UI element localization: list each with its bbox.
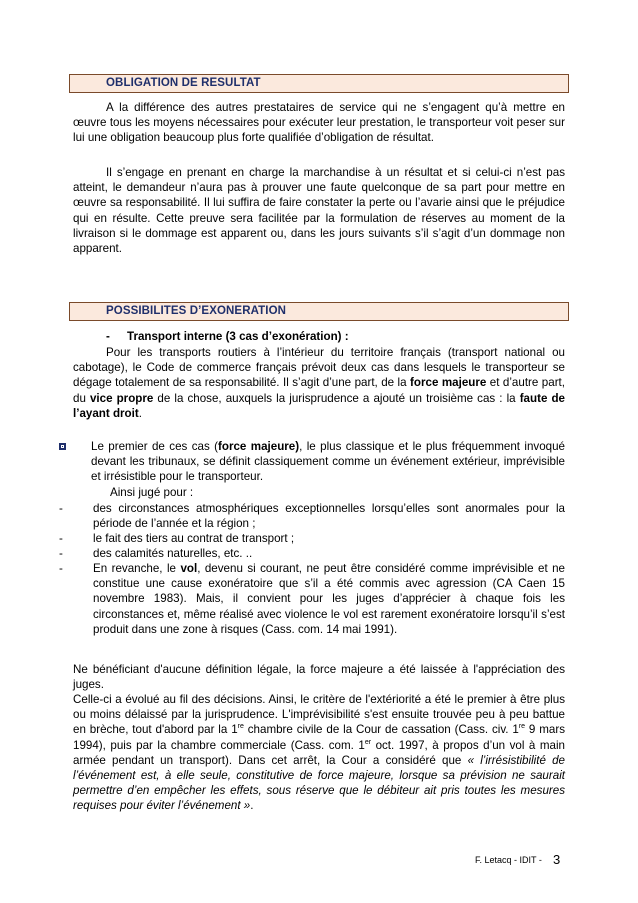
- text-run: En revanche, le: [93, 562, 181, 575]
- text-run: 9 mars 1994), puis par la chambre commerciale (Cass. com. 1: [73, 723, 566, 752]
- subheading-text: Transport interne (3 cas d’exonération) :: [127, 330, 349, 343]
- paragraph: A la différence des autres prestataires de service qui ne s’engagent qu’à mettre en œuvre tous les moyens nécessaires pour exécuter leur prestation, le transporteur voit peser sur lui une obligation beaucoup plus forte qualifiée d’obligation de résultat.: [73, 101, 565, 145]
- section-heading-text: OBLIGATION DE RESULTAT: [106, 77, 261, 89]
- section-heading-exoneration: [69, 302, 569, 321]
- paragraph: [73, 345, 565, 421]
- list-item: [59, 546, 565, 561]
- intro-line: Ainsi jugé pour :: [110, 486, 194, 499]
- paragraph: Ne bénéficiant d'aucune définition légale, la force majeure a été laissée à l'appréciation des juges.: [73, 663, 565, 692]
- text-run: , le plus classique et le plus fréquemment invoqué devant les tribunaux, se définit classiquement comme un événement extérieur, imprévisible et irrésistible pour le transporteur.: [91, 440, 566, 484]
- paragraph: Il s’engage en prenant en charge la marchandise à un résultat et si celui-ci n’est pas atteint, le demandeur n’aura pas à prouver une faute quelconque de sa part pour mettre en œuvre sa responsabilité. Il lui suffira de faire constater la perte ou l’avarie ainsi que le préjudice qui en résulte. Cette preuve sera facilitée par la formulation de réserves au moment de la livraison si le dommage est apparent ou, dans les jours suivants s’il s’agit d’un dommage non apparent.: [73, 166, 565, 256]
- list-item-text: des circonstances atmosphériques exceptionnelles lorsqu’elles sont anormales pour la période de l’année et la région ;: [93, 502, 565, 531]
- bullet-paragraph: [91, 439, 565, 485]
- subheading-dash: -: [106, 330, 110, 343]
- text-run: , devenu si courant, ne peut être considéré comme imprévisible et ne constitue une cause exonératoire que s’il a été commis avec agression (CA Caen 15 novembre 1983). Mais, il convient pour les juges d’apprécier à chaque fois les circonstances et, même réalisé avec violence le vol est rarement exonératoire lorsqu’il s’est produit dans une zone à risques (Cass. com. 14 mai 1991).: [93, 562, 565, 636]
- list-dash: -: [59, 532, 63, 545]
- paragraph: [73, 692, 565, 814]
- list-item: [59, 531, 565, 546]
- bold-term: vice propre: [89, 391, 154, 405]
- list-dash: -: [59, 547, 63, 560]
- list-dash: -: [59, 562, 63, 575]
- list-item-text: [73, 561, 565, 637]
- list-item-text: des calamités naturelles, etc. ..: [93, 547, 253, 560]
- text-run: .: [138, 406, 142, 420]
- text-run: chambre civile de la Cour de cassation (Cass. civ. 1: [243, 723, 519, 737]
- bold-term: force majeure): [218, 440, 300, 453]
- bold-term: vol: [180, 562, 198, 575]
- text-run: de la chose, auxquels la jurisprudence a ajouté un troisième cas : la: [153, 391, 520, 405]
- list-dash: -: [59, 502, 63, 515]
- text-run: Le premier de ces cas (: [91, 440, 219, 453]
- text-run: .: [250, 799, 254, 813]
- text-run: oct. 1997, à propos d’un vol à main armée pendant un transport). Dans cet arrêt, la Cour a considéré que: [73, 738, 565, 767]
- italic-quote: « l’irrésistibilité de l’événement est, à elle seule, constitutive de force majeure, lorsque sa prévision ne saurait permettre d’en empêcher les effets, sous réserve que le débiteur ait pris toutes les mesures requises pour éviter l’événement »: [73, 753, 565, 813]
- bold-term: faute de l’ayant droit: [73, 391, 565, 420]
- text-run: et d’autre part, du: [73, 376, 565, 405]
- list-item: [59, 561, 565, 637]
- square-bullet-icon: [59, 443, 66, 450]
- subheading: [73, 329, 565, 344]
- superscript: re: [518, 723, 526, 731]
- text-run: Pour les transports routiers à l’intérieur du territoire français (transport national ou cabotage), le Code de commerce français prévoit deux cas dans lesquels le transporteur se dégage totalement de sa responsabilité. Il s’agit d’une part, de la: [73, 346, 565, 390]
- section-heading-obligation: [69, 74, 569, 93]
- bold-term: force majeure: [410, 376, 487, 390]
- footer-author: F. Letacq - IDIT -: [475, 855, 542, 865]
- superscript: re: [237, 723, 244, 731]
- list-item: [59, 501, 565, 531]
- superscript: er: [364, 738, 372, 746]
- text-run: Celle-ci a évolué au fil des décisions. Ainsi, le critère de l'extériorité a été le premier à être plus ou moins délaissé par la jurisprudence. L'imprévisibilité s'est ensuite trouvée peu à peu battue en brèche, tout d'abord par la 1: [73, 693, 565, 737]
- list-item-text: le fait des tiers au contrat de transport ;: [93, 532, 295, 545]
- page-number: 3: [553, 852, 561, 867]
- section-heading-text: POSSIBILITES D’EXONERATION: [106, 305, 287, 317]
